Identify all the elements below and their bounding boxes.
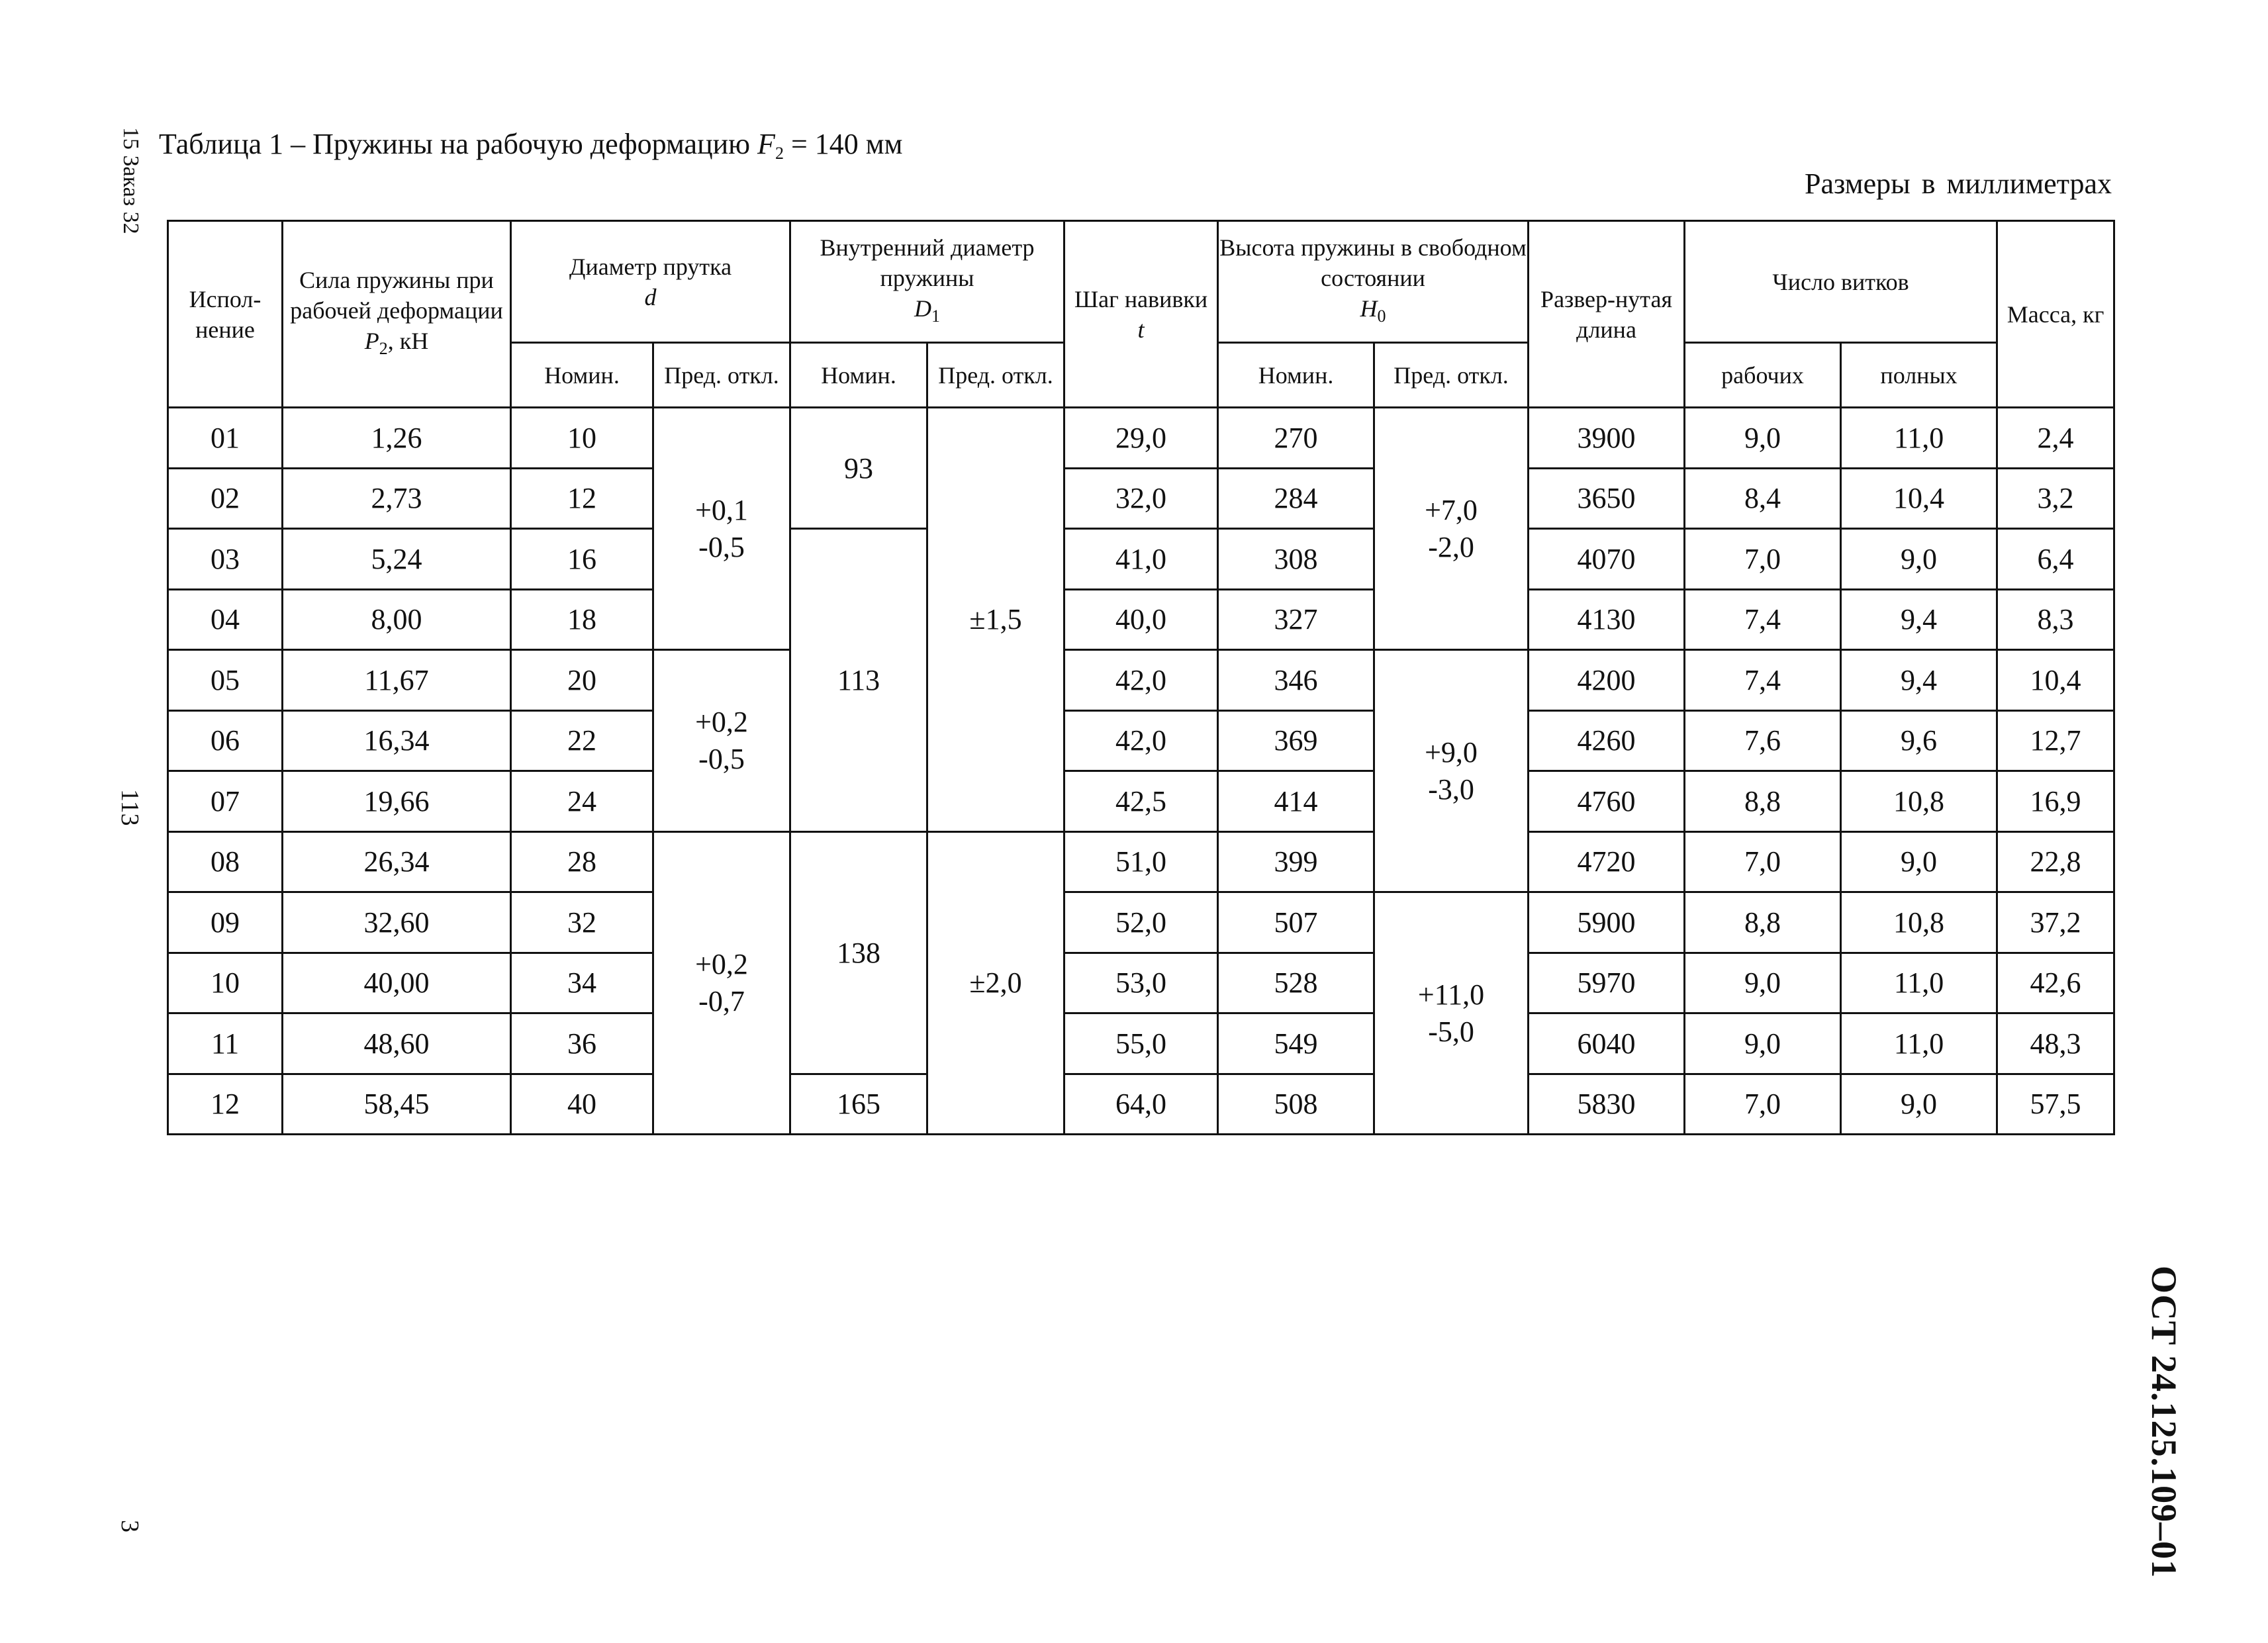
cell-mass: 3,2 [1997,468,2114,529]
header-free-height-symbol: H [1360,295,1378,322]
cell-pitch: 40,0 [1064,589,1218,650]
tolerance-upper: +9,0 [1425,735,1478,769]
cell-d1-tolerance: ±1,5 [927,408,1064,832]
cell-d1-nominal: 138 [790,831,927,1074]
tolerance-lower: -5,0 [1428,1015,1474,1048]
cell-pitch: 55,0 [1064,1013,1218,1074]
cell-variant: 06 [168,710,283,771]
cell-mass: 8,3 [1997,589,2114,650]
table-row [168,892,2114,953]
cell-variant: 12 [168,1074,283,1135]
cell-d: 24 [511,771,653,832]
header-mass: Масса, кг [1997,221,2114,408]
header-free-height [1218,221,1529,343]
cell-d: 34 [511,953,653,1013]
cell-force: 32,60 [283,892,511,953]
cell-mass: 16,9 [1997,771,2114,832]
header-force [283,221,511,408]
cell-h0: 346 [1218,650,1374,711]
header-coils-working: рабочих [1685,343,1841,408]
header-rod-diameter [511,221,790,343]
cell-pitch: 42,0 [1064,710,1218,771]
cell-pitch: 52,0 [1064,892,1218,953]
cell-working-coils: 8,8 [1685,771,1841,832]
tolerance-lower: -3,0 [1428,773,1474,806]
table-row [168,710,2114,771]
cell-d: 22 [511,710,653,771]
cell-d: 18 [511,589,653,650]
cell-length: 6040 [1529,1013,1685,1074]
cell-h0: 308 [1218,529,1374,590]
header-force-symbol-sub: 2 [379,338,388,358]
tolerance-upper: +11,0 [1417,978,1485,1011]
cell-variant: 08 [168,831,283,892]
cell-working-coils: 7,4 [1685,650,1841,711]
header-d1-nominal: Номин. [790,343,927,408]
header-force-symbol: P [364,327,379,354]
cell-h0: 507 [1218,892,1374,953]
cell-total-coils: 10,4 [1841,468,1997,529]
header-d-nominal: Номин. [511,343,653,408]
cell-d1-tolerance: ±2,0 [927,831,1064,1135]
header-free-height-symbol-sub: 0 [1377,306,1386,326]
cell-force: 11,67 [283,650,511,711]
header-developed-length: Развер-нутая длина [1529,221,1685,408]
header-rod-diameter-symbol: d [644,283,657,310]
header-inner-diameter-symbol: D [914,295,931,322]
cell-mass: 48,3 [1997,1013,2114,1074]
cell-total-coils: 9,0 [1841,1074,1997,1135]
cell-working-coils: 7,6 [1685,710,1841,771]
header-force-unit: , кН [387,327,429,354]
cell-total-coils: 10,8 [1841,892,1997,953]
cell-h0: 414 [1218,771,1374,832]
table-row [168,589,2114,650]
table-row [168,1013,2114,1074]
cell-h0: 369 [1218,710,1374,771]
table-row [168,529,2114,590]
cell-total-coils: 9,4 [1841,589,1997,650]
cell-mass: 42,6 [1997,953,2114,1013]
cell-variant: 04 [168,589,283,650]
cell-working-coils: 9,0 [1685,953,1841,1013]
table-row [168,468,2114,529]
cell-length: 5970 [1529,953,1685,1013]
cell-working-coils: 8,4 [1685,468,1841,529]
header-d1-tolerance: Пред. откл. [927,343,1064,408]
cell-pitch: 29,0 [1064,408,1218,469]
cell-force: 19,66 [283,771,511,832]
header-pitch-symbol: t [1137,316,1145,343]
cell-variant: 05 [168,650,283,711]
header-variant: Испол-нение [168,221,283,408]
cell-variant: 09 [168,892,283,953]
cell-total-coils: 9,0 [1841,831,1997,892]
header-force-label: Сила пружины при рабочей деформации [290,266,503,324]
cell-h0-tolerance [1374,650,1529,892]
tolerance-upper: +0,1 [695,493,748,526]
table-title-suffix: = 140 мм [783,128,903,160]
cell-h0: 270 [1218,408,1374,469]
cell-d1-nominal: 165 [790,1074,927,1135]
cell-length: 3900 [1529,408,1685,469]
table-row [168,831,2114,892]
tolerance-upper: +0,2 [695,947,748,980]
cell-working-coils: 7,0 [1685,831,1841,892]
cell-d1-nominal: 93 [790,408,927,529]
cell-total-coils: 9,4 [1841,650,1997,711]
cell-mass: 57,5 [1997,1074,2114,1135]
cell-total-coils: 10,8 [1841,771,1997,832]
cell-variant: 01 [168,408,283,469]
cell-force: 48,60 [283,1013,511,1074]
cell-h0-tolerance [1374,408,1529,650]
cell-length: 4760 [1529,771,1685,832]
table-title-prefix: Таблица 1 – Пружины на рабочую деформацию [159,128,758,160]
cell-d: 20 [511,650,653,711]
cell-h0-tolerance [1374,892,1529,1135]
table-row [168,953,2114,1013]
cell-h0: 284 [1218,468,1374,529]
cell-pitch: 53,0 [1064,953,1218,1013]
cell-length: 4130 [1529,589,1685,650]
cell-d-tolerance [653,408,790,650]
cell-working-coils: 8,8 [1685,892,1841,953]
cell-force: 40,00 [283,953,511,1013]
table-row [168,1074,2114,1135]
cell-variant: 03 [168,529,283,590]
cell-working-coils: 7,4 [1685,589,1841,650]
cell-d: 36 [511,1013,653,1074]
cell-working-coils: 9,0 [1685,408,1841,469]
header-coils-total: полных [1841,343,1997,408]
header-inner-diameter-symbol-sub: 1 [931,306,940,326]
cell-d: 32 [511,892,653,953]
order-note: 15 Заказ 32 [118,127,143,234]
cell-length: 5900 [1529,892,1685,953]
header-pitch-label: Шаг навивки [1074,285,1208,312]
tolerance-upper: +0,2 [695,705,748,738]
cell-h0: 508 [1218,1074,1374,1135]
cell-force: 5,24 [283,529,511,590]
cell-length: 4260 [1529,710,1685,771]
document-code: ОСТ 24.125.109–01 [2144,1266,2184,1579]
cell-length: 4200 [1529,650,1685,711]
cell-pitch: 41,0 [1064,529,1218,590]
cell-d: 28 [511,831,653,892]
cell-working-coils: 7,0 [1685,1074,1841,1135]
cell-force: 8,00 [283,589,511,650]
header-pitch [1064,221,1218,408]
cell-d: 40 [511,1074,653,1135]
cell-total-coils: 11,0 [1841,953,1997,1013]
cell-d: 10 [511,408,653,469]
sheet-number: 3 [116,1520,144,1532]
cell-force: 1,26 [283,408,511,469]
table-row [168,771,2114,832]
table-row [168,408,2114,469]
header-d-tolerance: Пред. откл. [653,343,790,408]
tolerance-upper: +7,0 [1425,493,1478,526]
cell-total-coils: 11,0 [1841,408,1997,469]
cell-working-coils: 7,0 [1685,529,1841,590]
header-h0-tolerance: Пред. откл. [1374,343,1529,408]
cell-mass: 6,4 [1997,529,2114,590]
cell-mass: 10,4 [1997,650,2114,711]
cell-working-coils: 9,0 [1685,1013,1841,1074]
table-title-symbol: F [757,128,775,160]
cell-d1-nominal: 113 [790,529,927,832]
table-row [168,650,2114,711]
cell-mass: 22,8 [1997,831,2114,892]
cell-force: 16,34 [283,710,511,771]
header-free-height-label: Высота пружины в свободном состоянии [1219,234,1527,291]
cell-length: 4720 [1529,831,1685,892]
cell-h0: 327 [1218,589,1374,650]
tolerance-lower: -0,7 [698,984,745,1017]
page-number: 113 [116,789,144,826]
cell-h0: 399 [1218,831,1374,892]
tolerance-lower: -2,0 [1428,530,1474,563]
cell-length: 3650 [1529,468,1685,529]
cell-total-coils: 9,0 [1841,529,1997,590]
cell-pitch: 32,0 [1064,468,1218,529]
cell-variant: 11 [168,1013,283,1074]
table-title [159,127,902,164]
cell-length: 5830 [1529,1074,1685,1135]
cell-d-tolerance [653,650,790,832]
cell-force: 58,45 [283,1074,511,1135]
cell-variant: 07 [168,771,283,832]
units-note: Размеры в миллиметрах [1805,167,2112,200]
springs-table [167,220,2115,1135]
cell-total-coils: 9,6 [1841,710,1997,771]
cell-h0: 528 [1218,953,1374,1013]
cell-pitch: 42,5 [1064,771,1218,832]
cell-mass: 12,7 [1997,710,2114,771]
cell-variant: 02 [168,468,283,529]
cell-force: 26,34 [283,831,511,892]
header-coils: Число витков [1685,221,1997,343]
header-h0-nominal: Номин. [1218,343,1374,408]
header-inner-diameter [790,221,1064,343]
tolerance-lower: -0,5 [698,742,745,775]
cell-pitch: 51,0 [1064,831,1218,892]
cell-length: 4070 [1529,529,1685,590]
cell-variant: 10 [168,953,283,1013]
header-inner-diameter-label: Внутренний диаметр пружины [820,234,1035,291]
cell-d-tolerance [653,831,790,1135]
cell-d: 12 [511,468,653,529]
cell-total-coils: 11,0 [1841,1013,1997,1074]
cell-mass: 37,2 [1997,892,2114,953]
header-rod-diameter-label: Диаметр прутка [569,253,732,280]
cell-d: 16 [511,529,653,590]
cell-pitch: 42,0 [1064,650,1218,711]
cell-mass: 2,4 [1997,408,2114,469]
cell-h0: 549 [1218,1013,1374,1074]
cell-force: 2,73 [283,468,511,529]
table-title-symbol-sub: 2 [775,144,784,163]
tolerance-lower: -0,5 [698,530,745,563]
cell-pitch: 64,0 [1064,1074,1218,1135]
